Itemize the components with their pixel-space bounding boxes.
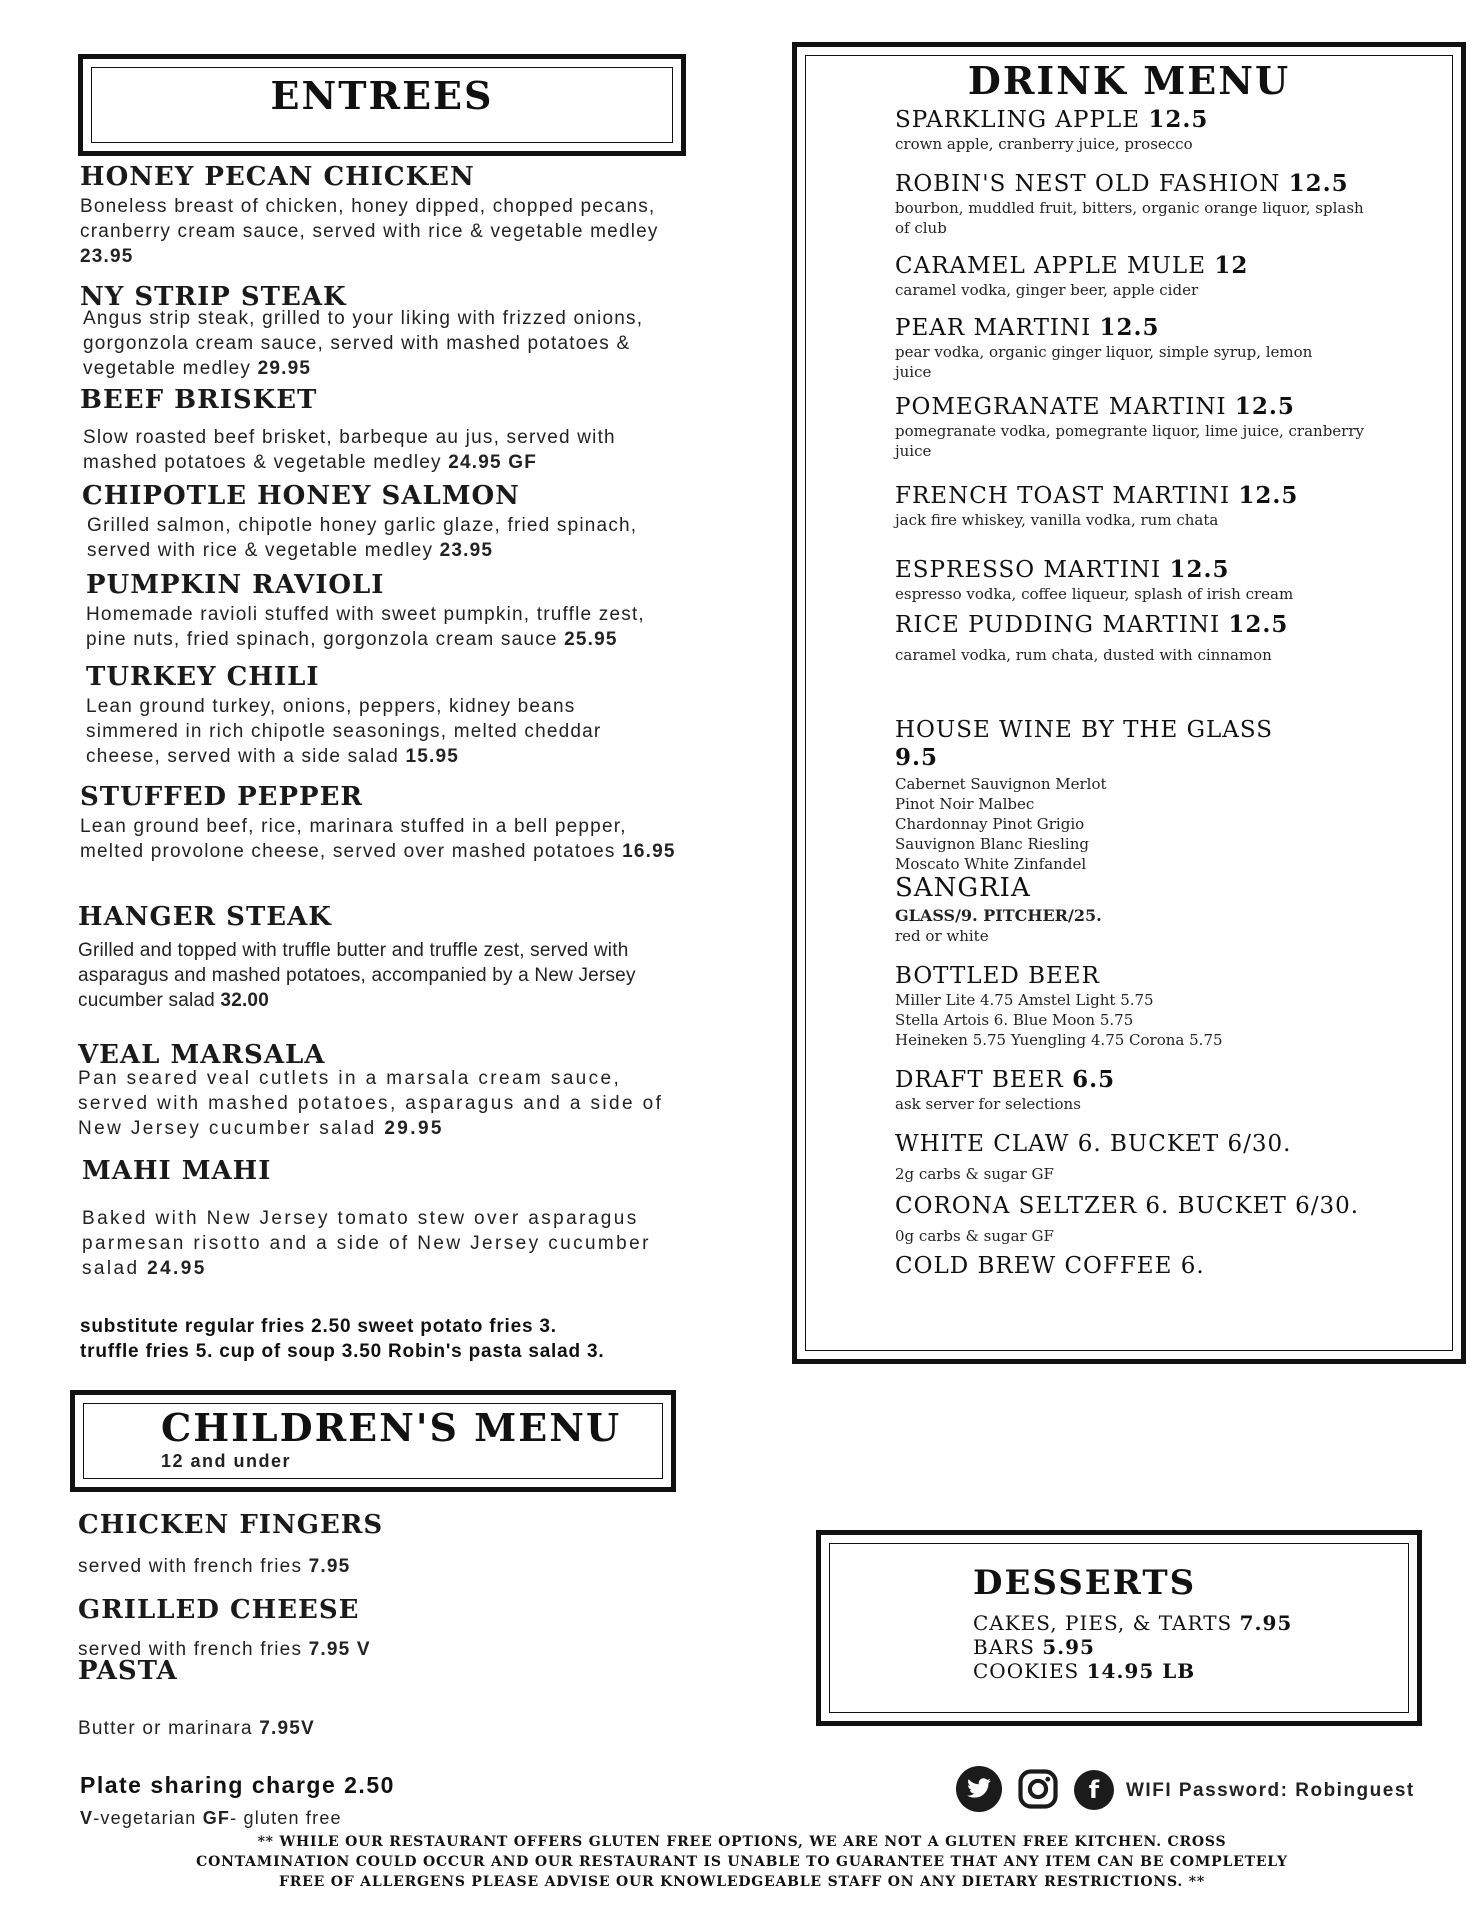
entree-price: 23.95 [80, 246, 134, 267]
entree-price: 32.00 [220, 990, 269, 1011]
kids-item-price: 7.95V [259, 1718, 315, 1739]
entree-price: 16.95 [622, 841, 676, 862]
desserts-list [973, 1611, 1292, 1683]
entree-price: 15.95 [405, 746, 460, 767]
disclaimer-line: CONTAMINATION COULD OCCUR AND OUR RESTAURANT IS UNABLE TO GUARANTEE THAT ANY ITEM CAN BE COMPLETELY [196, 1854, 1288, 1870]
entree-name: MAHI MAHI [82, 1156, 272, 1186]
bottled-beer [895, 962, 1395, 1050]
drink-name: PEAR MARTINI [895, 315, 1092, 341]
white-claw-name: WHITE CLAW 6. BUCKET 6/30. [895, 1131, 1292, 1157]
house-wine-name: HOUSE WINE BY THE GLASS [895, 717, 1273, 743]
kids-item [78, 1510, 578, 1579]
drink-desc: pear vodka, organic ginger liquor, simple syrup, lemon juice [895, 343, 1313, 381]
beer-line: Miller Lite 4.75 Amstel Light 5.75 [895, 991, 1154, 1009]
cold-brew [895, 1252, 1395, 1280]
entree-price: 25.95 [564, 629, 618, 650]
drink-price: 12.5 [1228, 611, 1289, 638]
kids-item [78, 1595, 578, 1662]
drink-name: FRENCH TOAST MARTINI [895, 483, 1231, 509]
entree-name: TURKEY CHILI [86, 662, 320, 692]
beer-line: Stella Artois 6. Blue Moon 5.75 [895, 1011, 1134, 1029]
drink-name: ESPRESSO MARTINI [895, 557, 1162, 583]
drink-item [895, 252, 1395, 300]
wine-line: Sauvignon Blanc Riesling [895, 835, 1089, 853]
wine-line: Moscato White Zinfandel [895, 855, 1087, 873]
dessert-item: BARS 5.95 [973, 1635, 1095, 1659]
kids-item-desc: served with french fries [78, 1556, 303, 1577]
drink-item [895, 556, 1395, 604]
drink-name: RICE PUDDING MARTINI [895, 612, 1221, 638]
entree-name: VEAL MARSALA [78, 1040, 326, 1070]
drink-price: 12 [1214, 252, 1249, 279]
drink-price: 12.5 [1099, 314, 1160, 341]
drink-name: ROBIN'S NEST OLD FASHION [895, 171, 1281, 197]
entree-item [82, 1156, 682, 1281]
entree-name: STUFFED PEPPER [80, 782, 364, 812]
entree-desc: Homemade ravioli stuffed with sweet pumpkin, truffle zest, pine nuts, fried spinach, gorgonzola cream sauce [86, 604, 645, 650]
drink-name: POMEGRANATE MARTINI [895, 394, 1227, 420]
draft-beer-desc: ask server for selections [895, 1095, 1081, 1113]
legend-v: V [80, 1808, 94, 1828]
drink-item [895, 314, 1395, 382]
entree-item [86, 662, 686, 769]
wine-line: Pinot Noir Malbec [895, 795, 1035, 813]
entree-desc: Pan seared veal cutlets in a marsala cream sauce, served with mashed potatoes, asparagus and a side of New Jersey cucumber salad [78, 1068, 664, 1139]
wifi-password: WIFI Password: Robinguest [1126, 1780, 1415, 1801]
sangria [895, 874, 1395, 946]
dessert-item: COOKIES 14.95 LB [973, 1659, 1196, 1683]
drink-item [895, 611, 1395, 665]
entree-desc: Baked with New Jersey tomato stew over asparagus parmesan risotto and a side of New Jersey cucumber salad [82, 1208, 651, 1279]
drink-desc: espresso vodka, coffee liqueur, splash of irish cream [895, 585, 1294, 603]
legend-gf-text: - gluten free [230, 1808, 342, 1828]
drink-price: 12.5 [1238, 482, 1299, 509]
drink-name: SPARKLING APPLE [895, 107, 1141, 133]
drink-desc: bourbon, muddled fruit, bitters, organic orange liquor, splash of club [895, 199, 1364, 237]
childrens-header-box [70, 1390, 676, 1492]
wine-line: Cabernet Sauvignon Merlot [895, 775, 1107, 793]
draft-beer [895, 1066, 1395, 1114]
entree-name: PUMPKIN RAVIOLI [86, 570, 385, 600]
diet-legend [80, 1808, 342, 1829]
entree-desc: Lean ground turkey, onions, peppers, kidney beans simmered in rich chipotle seasonings, melted cheddar cheese, served with a side salad [86, 696, 602, 767]
substitutes-line: substitute regular fries 2.50 sweet potato fries 3. [80, 1316, 557, 1337]
entree-name: CHIPOTLE HONEY SALMON [82, 481, 520, 511]
entree-name: BEEF BRISKET [80, 385, 318, 415]
disclaimer-line: ** WHILE OUR RESTAURANT OFFERS GLUTEN FREE OPTIONS, WE ARE NOT A GLUTEN FREE KITCHEN. CROSS [257, 1834, 1227, 1850]
entree-item [80, 782, 680, 864]
entree-price: 23.95 [439, 540, 494, 561]
twitter-icon[interactable] [956, 1766, 1002, 1812]
beer-line: Heineken 5.75 Yuengling 4.75 Corona 5.75 [895, 1031, 1223, 1049]
entree-item [80, 385, 680, 475]
entree-item [80, 162, 680, 269]
drink-item [895, 106, 1395, 154]
entree-item [86, 570, 686, 652]
entree-desc: Grilled and topped with truffle butter and truffle zest, served with asparagus and mashed potatoes, accompanied by a New Jersey cucumber salad [78, 940, 636, 1011]
kids-item-desc: served with french fries [78, 1639, 303, 1660]
cold-brew-name: COLD BREW COFFEE 6. [895, 1253, 1205, 1279]
instagram-icon[interactable] [1015, 1766, 1061, 1812]
drink-price: 12.5 [1234, 393, 1295, 420]
house-wine-price: 9.5 [895, 744, 939, 771]
kids-item-price: 7.95 [308, 1556, 351, 1577]
drink-desc: caramel vodka, rum chata, dusted with cinnamon [895, 646, 1272, 664]
drink-item [895, 393, 1395, 461]
legend-gf: GF [202, 1808, 231, 1828]
entree-item [82, 481, 682, 563]
kids-item-name: GRILLED CHEESE [78, 1595, 360, 1625]
kids-item-name: CHICKEN FINGERS [78, 1510, 384, 1540]
entree-desc: Boneless breast of chicken, honey dipped, chopped pecans, cranberry cream sauce, served with rice & vegetable medley [80, 196, 659, 242]
drink-desc: pomegranate vodka, pomegrante liquor, lime juice, cranberry juice [895, 422, 1364, 460]
drink-price: 12.5 [1148, 106, 1209, 133]
white-claw [895, 1130, 1395, 1184]
entrees-header-box [78, 54, 686, 156]
drink-desc: crown apple, cranberry juice, prosecco [895, 135, 1193, 153]
white-claw-desc: 2g carbs & sugar GF [895, 1165, 1054, 1183]
entrees-title: ENTREES [270, 73, 494, 118]
substitutes-note [80, 1314, 604, 1364]
drink-price: 12.5 [1169, 556, 1230, 583]
entree-name: NY STRIP STEAK [80, 282, 347, 312]
drink-desc: jack fire whiskey, vanilla vodka, rum chata [895, 511, 1219, 529]
kids-item-name: PASTA [78, 1656, 178, 1686]
corona-seltzer-desc: 0g carbs & sugar GF [895, 1227, 1054, 1245]
entree-price: 29.95 [384, 1118, 444, 1139]
kids-item [78, 1656, 578, 1741]
desserts-box [816, 1530, 1422, 1726]
drink-item [895, 482, 1395, 530]
entree-price: 29.95 [257, 358, 312, 379]
entree-desc: Slow roasted beef brisket, barbeque au jus, served with mashed potatoes & vegetable medley [83, 427, 616, 473]
corona-seltzer-name: CORONA SELTZER 6. BUCKET 6/30. [895, 1193, 1360, 1219]
legend-v-text: -vegetarian [93, 1808, 203, 1828]
kids-item-desc: Butter or marinara [78, 1718, 253, 1739]
facebook-icon[interactable]: f [1074, 1770, 1114, 1810]
draft-beer-name: DRAFT BEER [895, 1067, 1064, 1093]
disclaimer-line: FREE OF ALLERGENS PLEASE ADVISE OUR KNOWLEDGEABLE STAFF ON ANY DIETARY RESTRICTIONS. ** [278, 1874, 1206, 1890]
drink-price: 12.5 [1288, 170, 1349, 197]
entree-price: 24.95 GF [448, 452, 538, 473]
wine-line: Chardonnay Pinot Grigio [895, 815, 1085, 833]
draft-beer-price: 6.5 [1072, 1066, 1116, 1093]
corona-seltzer [895, 1192, 1395, 1246]
childrens-subtitle: 12 and under [161, 1451, 292, 1471]
sangria-price: GLASS/9. PITCHER/25. [895, 906, 1102, 925]
entree-desc: Lean ground beef, rice, marinara stuffed in a bell pepper, melted provolone cheese, served over mashed potatoes [80, 816, 627, 862]
plate-sharing-note: Plate sharing charge 2.50 [80, 1772, 395, 1798]
drink-name: CARAMEL APPLE MULE [895, 253, 1206, 279]
house-wine [895, 716, 1395, 874]
drink-item [895, 170, 1395, 238]
entree-item [80, 282, 680, 381]
drink-menu-title: DRINK MENU [967, 58, 1291, 103]
entree-item [78, 1040, 678, 1141]
sangria-desc: red or white [895, 927, 989, 945]
entree-name: HONEY PECAN CHICKEN [80, 162, 475, 192]
entree-name: HANGER STEAK [78, 902, 332, 932]
childrens-title: CHILDREN'S MENU [161, 1405, 622, 1450]
entree-desc: Grilled salmon, chipotle honey garlic glaze, fried spinach, served with rice & vegetable medley [87, 515, 638, 561]
kids-item-price: 7.95 V [308, 1639, 371, 1660]
substitutes-line: truffle fries 5. cup of soup 3.50 Robin's pasta salad 3. [80, 1341, 605, 1362]
dessert-item: CAKES, PIES, & TARTS 7.95 [973, 1611, 1293, 1635]
allergen-disclaimer [100, 1832, 1384, 1892]
bottled-beer-name: BOTTLED BEER [895, 963, 1100, 989]
entree-desc: Angus strip steak, grilled to your liking with frizzed onions, gorgonzola cream sauce, served with mashed potatoes & vegetable medley [83, 308, 644, 379]
desserts-title: DESSERTS [973, 1563, 1197, 1603]
sangria-name: SANGRIA [895, 873, 1031, 903]
entree-item [78, 902, 678, 1013]
entree-price: 24.95 [147, 1258, 207, 1279]
drink-desc: caramel vodka, ginger beer, apple cider [895, 281, 1199, 299]
